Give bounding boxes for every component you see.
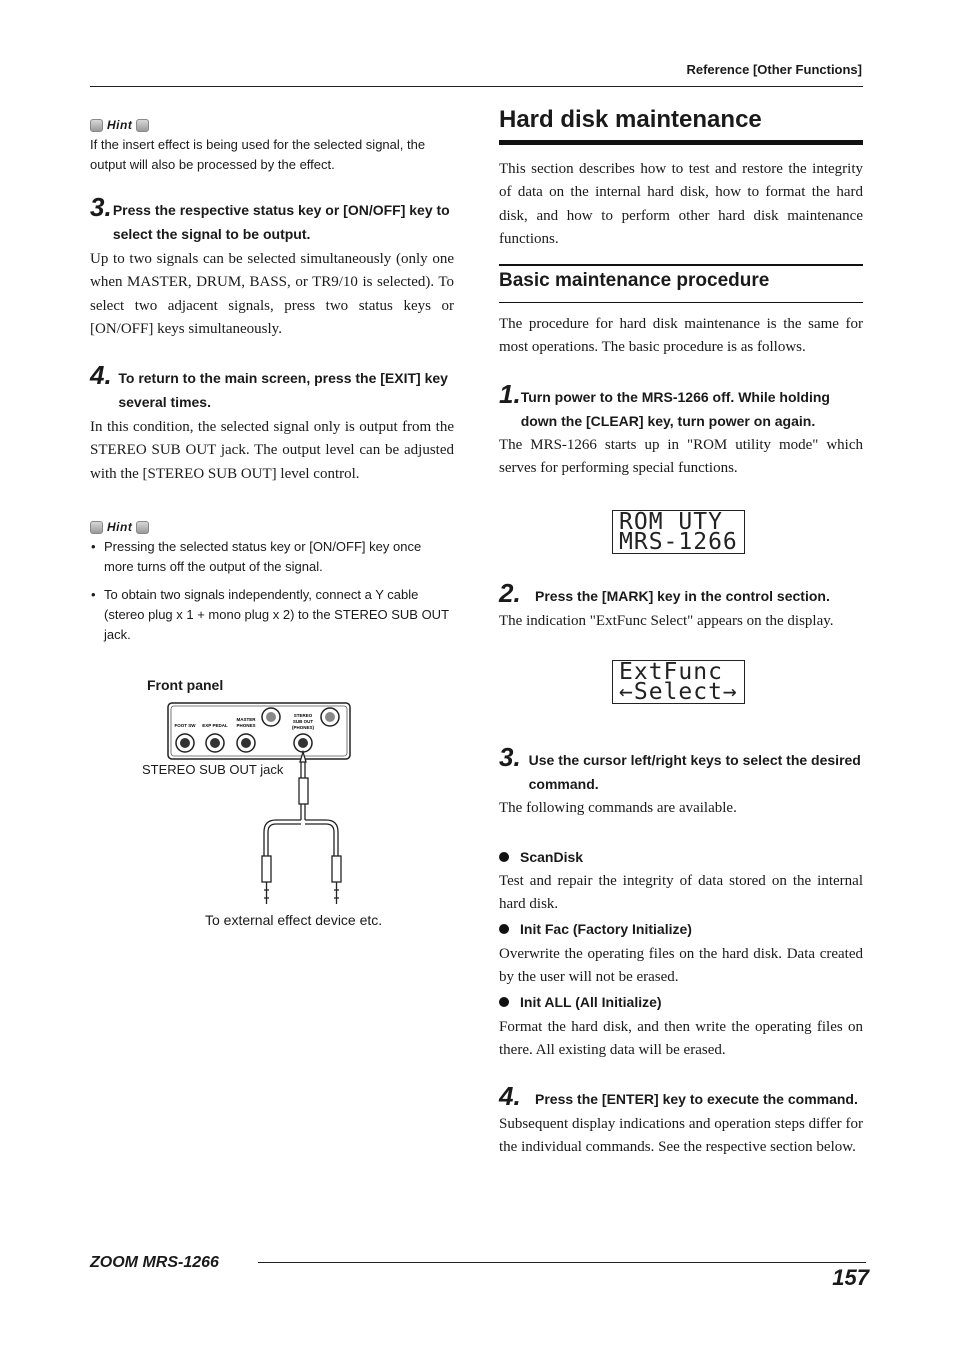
bullet-icon <box>499 852 509 862</box>
hint-icon <box>90 119 103 132</box>
lcd-display <box>612 660 745 704</box>
step-number: 1. <box>499 379 521 409</box>
paragraph: The MRS-1266 starts up in "ROM utility mode" which serves for performing special functions. <box>499 437 863 477</box>
footer-product: ZOOM MRS-1266 <box>90 1254 219 1271</box>
label-phones: PHONES <box>236 723 256 728</box>
hint-bullet: • Pressing the selected status key or [ON/OFF] key once more turns off the output of the signal. <box>90 537 454 577</box>
sub-out-knob-cap <box>325 712 335 722</box>
jack-exp-pedal <box>206 734 224 752</box>
label-master: MASTER <box>236 717 256 722</box>
command-init-fac <box>499 921 863 937</box>
figure-caption: To external effect device etc. <box>205 912 383 928</box>
label-phones-paren: (PHONES) <box>291 725 315 730</box>
hint-label: Hint <box>107 118 133 132</box>
command-scandisk <box>499 849 863 865</box>
page-number: 157 <box>832 1265 869 1290</box>
hint-label: Hint <box>107 520 133 534</box>
page-title: Hard disk maintenance <box>499 106 762 133</box>
subtitle-rule-bottom <box>499 302 863 303</box>
step-3 <box>90 192 454 246</box>
section-subtitle: Basic maintenance procedure <box>499 270 770 291</box>
lcd-line: ←Select→ <box>619 679 738 705</box>
lcd-line: MRS-1266 <box>619 529 738 555</box>
step-text: Press the [ENTER] key to execute the command. <box>535 1091 858 1107</box>
command-init-all <box>499 994 863 1010</box>
command-desc: Overwrite the operating files on the hard disk. Data created by the user will not be erased. <box>499 946 863 986</box>
front-panel-diagram <box>140 700 380 915</box>
paragraph: Up to two signals can be selected simultaneously (only one when MASTER, DRUM, BASS, or TR9/10 is selected). To select two adjacent signals, press two status keys or [ON/OFF] keys simultaneously. <box>90 251 454 337</box>
title-rule <box>499 140 863 145</box>
label-foot-sw: FOOT SW <box>174 723 196 728</box>
step-1 <box>499 379 863 433</box>
label-stereo: STEREO <box>293 713 313 718</box>
label-sub-out: SUB OUT <box>292 719 314 724</box>
hint-text: If the insert effect is being used for the selected signal, the output will also be processed by the effect. <box>90 137 426 172</box>
step-text: To return to the main screen, press the [EXIT] key several times. <box>118 370 448 410</box>
paragraph: The following commands are available. <box>499 800 737 816</box>
lcd-line: ROM UTY <box>619 509 723 535</box>
jack-stereo-sub-out <box>294 734 312 752</box>
command-name: Init Fac (Factory Initialize) <box>520 921 692 937</box>
paragraph: The procedure for hard disk maintenance is the same for most operations. The basic procedure is as follows. <box>499 316 863 356</box>
paragraph: The indication "ExtFunc Select" appears on the display. <box>499 613 834 629</box>
jack-caption: STEREO SUB OUT jack <box>142 762 284 777</box>
step-number: 4. <box>499 1081 521 1111</box>
bullet-icon <box>499 997 509 1007</box>
running-header: Reference [Other Functions] <box>686 62 862 77</box>
figure-title: Front panel <box>147 677 224 693</box>
step-number: 3. <box>499 742 521 772</box>
command-name: ScanDisk <box>520 849 584 865</box>
step-4 <box>90 360 454 414</box>
hint-tag <box>90 520 454 534</box>
header-rule <box>90 86 863 87</box>
intro-paragraph: This section describes how to test and restore the integrity of data on the internal hard disk, how to format the hard disk, and how to perform other hard disk maintenance functions. <box>499 161 863 247</box>
subtitle-rule-top <box>499 264 863 266</box>
step-2 <box>499 578 863 608</box>
step-text: Turn power to the MRS-1266 off. While holding down the [CLEAR] key, turn power on again. <box>520 389 830 429</box>
label-exp-pedal: EXP PEDAL <box>202 723 228 728</box>
lcd-display <box>612 510 745 554</box>
lcd-line: ExtFunc <box>619 659 723 685</box>
step-text: Press the respective status key or [ON/OFF] key to select the signal to be output. <box>112 202 450 242</box>
step-number: 3. <box>90 192 112 222</box>
step-4 <box>499 1081 863 1111</box>
hint-icon <box>90 521 103 534</box>
step-number: 2. <box>499 578 521 608</box>
paragraph: In this condition, the selected signal only is output from the STEREO SUB OUT jack. The output level can be adjusted with the [STEREO SUB OUT] level control. <box>90 419 454 482</box>
step-number: 4. <box>90 360 112 390</box>
bullet-icon <box>499 924 509 934</box>
step-text: Use the cursor left/right keys to select the desired command. <box>528 752 861 792</box>
hint-bullet: • To obtain two signals independently, connect a Y cable (stereo plug x 1 + mono plug x 2) to the STEREO SUB OUT jack. <box>90 585 454 645</box>
hint-tag <box>90 118 454 132</box>
command-desc: Test and repair the integrity of data stored on the internal hard disk. <box>499 873 863 913</box>
footer-rule <box>258 1262 866 1263</box>
hint-icon <box>136 521 149 534</box>
paragraph: Subsequent display indications and operation steps differ for the individual commands. See the respective section below. <box>499 1116 863 1156</box>
step-3 <box>499 742 863 796</box>
hint-icon <box>136 119 149 132</box>
jack-master-phones <box>237 734 255 752</box>
step-text: Press the [MARK] key in the control section. <box>535 588 830 604</box>
command-name: Init ALL (All Initialize) <box>520 994 662 1010</box>
hint-bullets <box>90 537 454 653</box>
command-desc: Format the hard disk, and then write the operating files on there. All existing data will be erased. <box>499 1019 863 1059</box>
jack-foot-sw <box>176 734 194 752</box>
master-phones-knob-cap <box>266 712 276 722</box>
